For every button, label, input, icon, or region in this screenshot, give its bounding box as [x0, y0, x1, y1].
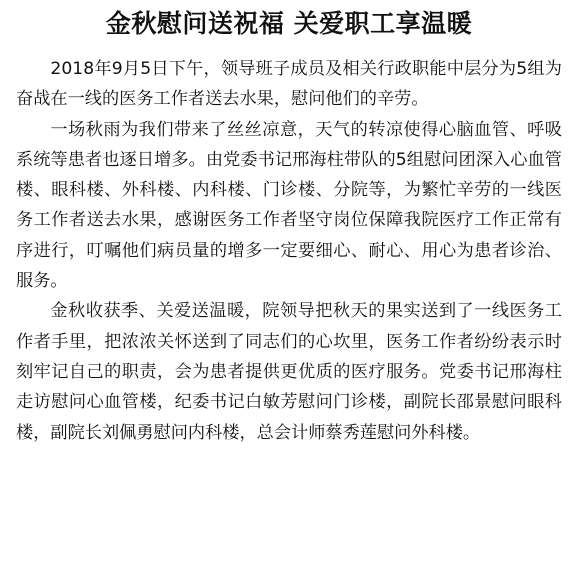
article-title: 金秋慰问送祝福 关爱职工享温暖	[105, 9, 473, 38]
article-paragraph-1: 2018年9月5日下午，领导班子成员及相关行政职能中层分为5组为奋战在一线的医务工作者送去水果，慰问他们的辛劳。	[16, 59, 562, 110]
article-body	[16, 54, 562, 448]
article-paragraph-2: 一场秋雨为我们带来了丝丝凉意，天气的转凉使得心脑血管、呼吸系统等患者也逐日增多。由党委书记邢海柱带队的5组慰问团深入心血管楼、眼科楼、外科楼、内科楼、门诊楼、分院等，为繁忙辛劳的一线医务工作者送去水果，感谢医务工作者坚守岗位保障我院医疗工作正常有序进行，叮嘱他们病员量的增多一定要细心、耐心、用心为患者诊治、服务。	[16, 119, 562, 292]
article-paragraph-3: 金秋收获季、关爱送温暖，院领导把秋天的果实送到了一线医务工作者手里，把浓浓关怀送到了同志们的心坎里，医务工作者纷纷表示时刻牢记自己的职责，会为患者提供更优质的医疗服务。党委书记邢海柱走访慰问心血管楼，纪委书记白敏芳慰问门诊楼，副院长邵景慰问眼科楼，副院长刘佩勇慰问内科楼，总会计师蔡秀莲慰问外科楼。	[16, 301, 562, 443]
